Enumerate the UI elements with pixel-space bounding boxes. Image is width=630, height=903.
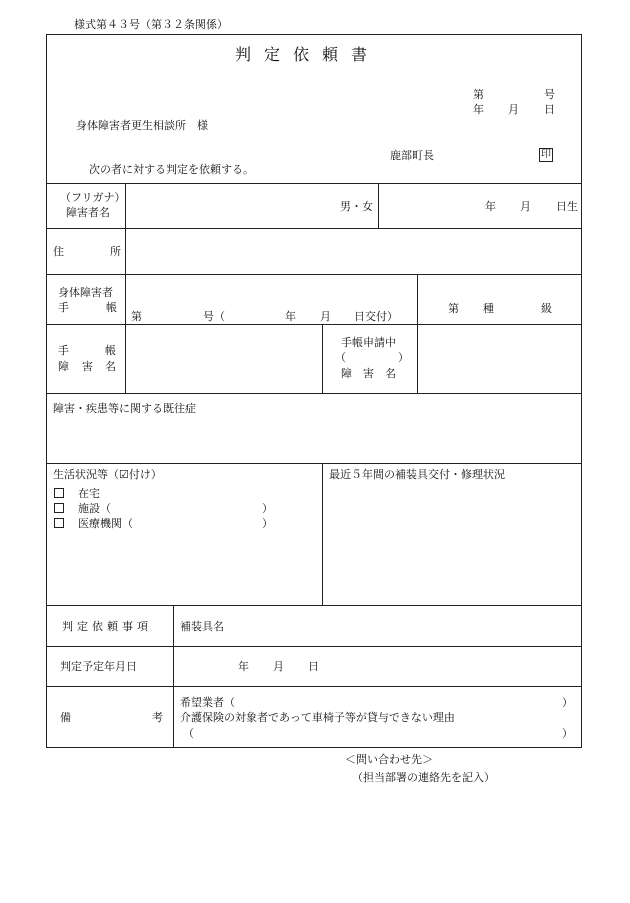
reason-paren-open: （ (183, 727, 194, 740)
living-option (54, 518, 133, 529)
contact-heading: ＜問い合わせ先＞ (345, 753, 433, 766)
living-option-close: ） (262, 517, 273, 530)
addressee: 身体障害者更生相談所 様 (76, 119, 208, 132)
living-label: 生活状況等（☑付け） (53, 468, 162, 481)
issue-year: 年 (285, 310, 296, 323)
doc-number-prefix: 第 (473, 88, 484, 101)
rule (173, 605, 174, 748)
request-text: 次の者に対する判定を依頼する。 (89, 163, 254, 176)
planned-month: 月 (273, 660, 284, 673)
planned-day: 日 (308, 660, 319, 673)
doc-number-suffix: 号 (544, 88, 555, 101)
request-item-label: 判定依頼事項 (62, 620, 152, 633)
pending-paren-close: ） (398, 351, 409, 364)
rule (125, 183, 126, 393)
pending-label: 手帳申請中 (341, 336, 396, 349)
contact-note: （担当部署の連絡先を記入） (352, 771, 495, 784)
rule (46, 393, 582, 394)
planned-date-label: 判定予定年月日 (60, 660, 137, 673)
disability-label-a2: 帳 (105, 344, 116, 357)
rule (322, 324, 323, 393)
rule (46, 605, 582, 606)
sender: 鹿部町長 (390, 149, 434, 162)
equipment-history-label: 最近５年間の補装具交付・修理状況 (329, 468, 505, 481)
page-title: 判定依頼書 (235, 45, 381, 64)
issue-month: 月 (320, 310, 331, 323)
date-day: 日 (544, 103, 555, 116)
living-option (54, 488, 100, 499)
disability-label-a1: 手 (58, 344, 69, 357)
issue-day: 日交付） (354, 310, 398, 323)
grade-level: 級 (541, 302, 552, 315)
rule (46, 686, 582, 687)
rule (46, 646, 582, 647)
name-label: 障害者名 (66, 206, 110, 219)
rule (322, 463, 323, 605)
handbook-label-2b: 帳 (106, 301, 117, 314)
disability-label-b2: 害 (82, 360, 93, 373)
checkbox[interactable] (54, 488, 64, 498)
living-option-label: 在宅 (78, 487, 100, 500)
living-option-close: ） (262, 502, 273, 515)
rule (46, 274, 582, 275)
remarks-label-1: 備 (60, 711, 71, 724)
form-frame (46, 34, 582, 748)
disability-label-b3: 名 (105, 360, 116, 373)
pending-paren-open: （ (335, 351, 346, 364)
birth-year: 年 (485, 200, 496, 213)
date-month: 月 (508, 103, 519, 116)
handbook-no-prefix: 第 (131, 310, 142, 323)
address-label-2: 所 (110, 245, 121, 258)
furigana-label: （フリガナ） (60, 191, 126, 204)
living-option (54, 503, 111, 514)
birth-month: 月 (520, 200, 531, 213)
rule (46, 463, 582, 464)
request-item-value: 補装具名 (180, 620, 224, 633)
checkbox[interactable] (54, 503, 64, 513)
date-year: 年 (473, 103, 484, 116)
rule (46, 228, 582, 229)
gender-label: 男・女 (340, 200, 373, 213)
rule (46, 183, 582, 184)
handbook-label-2a: 手 (58, 301, 69, 314)
planned-year: 年 (238, 660, 249, 673)
rule (46, 324, 582, 325)
living-option-label: 医療機関（ (78, 517, 133, 530)
grade-kind: 種 (483, 302, 494, 315)
handbook-label-1: 身体障害者 (58, 286, 113, 299)
reason-paren-close: ） (562, 727, 573, 740)
address-label-1: 住 (53, 245, 64, 258)
rule (378, 183, 379, 228)
pending-disability-name: 障 害 名 (341, 367, 396, 380)
birth-day: 日生 (556, 200, 578, 213)
vendor-label: 希望業者（ (180, 696, 235, 709)
form-number: 様式第４３号（第３２条関係） (74, 18, 228, 31)
history-label: 障害・疾患等に関する既往症 (53, 402, 196, 415)
reason-label: 介護保険の対象者であって車椅子等が貸与できない理由 (180, 711, 455, 724)
living-option-label: 施設（ (78, 502, 111, 515)
grade-prefix: 第 (448, 302, 459, 315)
checkbox[interactable] (54, 518, 64, 528)
remarks-label-2: 考 (152, 711, 163, 724)
rule (417, 274, 418, 393)
handbook-no-suffix: 号（ (203, 310, 225, 323)
seal-mark: 印 (541, 149, 551, 160)
disability-label-b1: 障 (58, 360, 69, 373)
vendor-paren-close: ） (562, 696, 573, 709)
